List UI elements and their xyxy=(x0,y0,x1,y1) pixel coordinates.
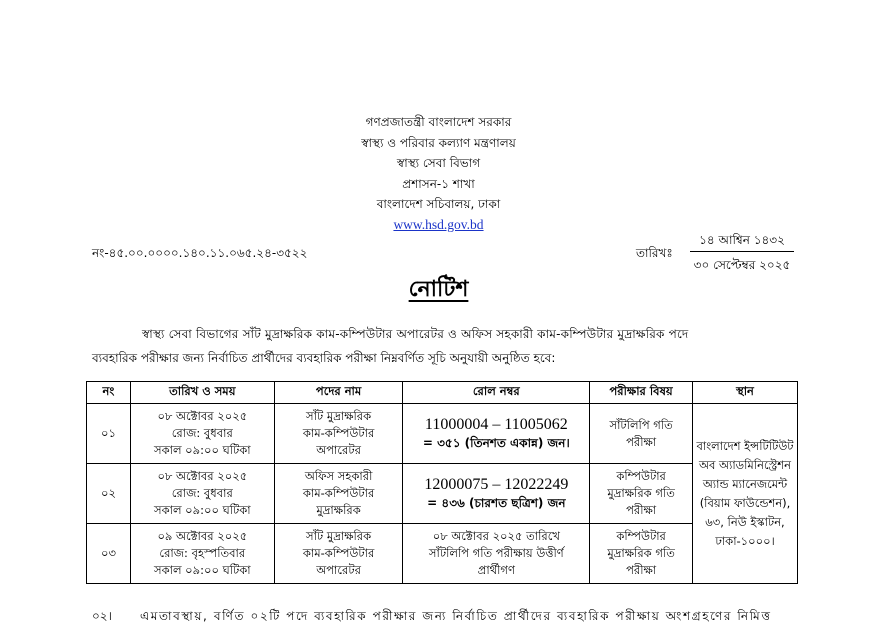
letterhead xyxy=(0,112,877,235)
roll-cell xyxy=(403,404,590,464)
post-cell xyxy=(274,404,403,464)
exam-day: রোজ: বুধবার xyxy=(171,426,233,440)
roll-range: 11000004 – 11005062 xyxy=(424,416,568,433)
venue-cell xyxy=(693,404,798,584)
exam-date: ০৯ অক্টোবর ২০২৫ xyxy=(157,529,248,543)
intro-paragraph xyxy=(92,322,800,370)
paragraph-text: এমতাবস্থায়, বর্ণিত ০২টি পদে ব্যবহারিক পরীক্ষার জন্য নির্বাচিত প্রার্থীদের ব্যবহারিক পরীক্ষায় অংশগ্রহণের নিমিত্ত xyxy=(140,609,772,623)
office-address: বাংলাদেশ সচিবালয়, ঢাকা xyxy=(376,197,501,211)
roll-note-line: ০৮ অক্টোবর ২০২৫ তারিখে xyxy=(432,529,560,543)
venue-line: (বিয়াম ফাউন্ডেশন), xyxy=(699,495,791,510)
col-header-post: পদের নাম xyxy=(274,382,403,404)
subject-cell xyxy=(590,524,693,584)
venue-line: অব অ্যাডমিনিস্ট্রেশন xyxy=(699,457,791,472)
exam-date: ০৮ অক্টোবর ২০২৫ xyxy=(157,409,248,423)
venue-line: ঢাকা-১০০০। xyxy=(715,533,775,548)
roll-note-line: প্রার্থীগণ xyxy=(477,563,515,577)
paragraph-number: ০২। xyxy=(92,609,112,623)
memo-number: নং-৪৫.০০.০০০০.১৪০.১১.০৬৫.২৪-৩৫২২ xyxy=(92,246,308,260)
date-block xyxy=(690,232,794,273)
intro-line-1: স্বাস্থ্য সেবা বিভাগের সাঁট মুদ্রাক্ষরিক কাম-কম্পিউটার অপারেটর ও অফিস সহকারী কাম-কম্পিউটার মুদ্রাক্ষরিক পদে xyxy=(142,327,689,341)
col-header-date-time: তারিখ ও সময় xyxy=(130,382,274,404)
ministry-name: স্বাস্থ্য ও পরিবার কল্যাণ মন্ত্রণালয় xyxy=(361,135,516,150)
roll-cell xyxy=(403,464,590,524)
exam-time: সকাল ০৯:০০ ঘটিকা xyxy=(153,563,251,577)
exam-day: রোজ: বুধবার xyxy=(171,486,233,500)
subject-line: মুদ্রাক্ষরিক গতি xyxy=(607,546,675,560)
notice-title: নোটিশ xyxy=(408,277,469,302)
post-line: সাঁট মুদ্রাক্ষরিক xyxy=(305,409,372,423)
venue-line: অ্যান্ড ম্যানেজমেন্ট xyxy=(702,476,788,491)
row-number: ০৩ xyxy=(87,524,131,584)
subject-line: কম্পিউটার xyxy=(616,469,666,483)
exam-schedule-table xyxy=(86,381,798,584)
notice-title-wrap xyxy=(0,272,877,309)
subject-line: কম্পিউটার xyxy=(616,529,666,543)
venue-line: ৬৩, নিউ ইস্কাটন, xyxy=(705,514,785,529)
roll-count: = ৩৫১ (তিনশত একান্ন) জন। xyxy=(422,436,570,450)
branch-name: প্রশাসন-১ শাখা xyxy=(402,176,475,191)
govt-name: গণপ্রজাতন্ত্রী বাংলাদেশ সরকার xyxy=(365,115,512,129)
website-link[interactable]: www.hsd.gov.bd xyxy=(393,216,484,232)
post-line: অপারেটর xyxy=(316,563,361,577)
roll-note-line: সাঁটলিপি গতি পরীক্ষায় উত্তীর্ণ xyxy=(428,546,564,560)
footer-paragraph xyxy=(92,608,800,628)
date-english: ৩০ সেপ্টেম্বর ২০২৫ xyxy=(693,258,791,272)
post-cell xyxy=(274,464,403,524)
subject-line: পরীক্ষা xyxy=(626,434,657,449)
division-name: স্বাস্থ্য সেবা বিভাগ xyxy=(396,156,481,170)
col-header-venue: স্থান xyxy=(693,382,798,404)
exam-date: ০৮ অক্টোবর ২০২৫ xyxy=(157,469,248,483)
table-row xyxy=(87,524,798,584)
intro-line-2: ব্যবহারিক পরীক্ষার জন্য নির্বাচিত প্রার্থীদের ব্যবহারিক পরীক্ষা নিম্নবর্ণিত সূচি অনুযায়ী অনুষ্ঠিত হবে: xyxy=(92,351,556,365)
post-line: কাম-কম্পিউটার xyxy=(302,426,375,440)
venue-line: বাংলাদেশ ইন্সটিটিউট xyxy=(696,438,794,453)
subject-line: সাঁটলিপি গতি xyxy=(609,417,673,432)
post-cell xyxy=(274,524,403,584)
col-header-no: নং xyxy=(87,382,131,404)
exam-time: সকাল ০৯:০০ ঘটিকা xyxy=(153,503,251,517)
post-line: মুদ্রাক্ষরিক xyxy=(316,503,361,517)
date-bangla: ১৪ আশ্বিন ১৪৩২ xyxy=(690,232,794,252)
post-line: অফিস সহকারী xyxy=(304,469,373,483)
row-number: ০১ xyxy=(87,404,131,464)
row-number: ০২ xyxy=(87,464,131,524)
col-header-roll: রোল নম্বর xyxy=(403,382,590,404)
subject-line: পরীক্ষা xyxy=(626,503,657,517)
subject-line: পরীক্ষা xyxy=(626,563,657,577)
col-header-subject: পরীক্ষার বিষয় xyxy=(590,382,693,404)
post-line: সাঁট মুদ্রাক্ষরিক xyxy=(305,529,372,543)
table-row xyxy=(87,464,798,524)
subject-cell xyxy=(590,404,693,464)
exam-time: সকাল ০৯:০০ ঘটিকা xyxy=(153,443,251,457)
table-header-row xyxy=(87,382,798,404)
post-line: কাম-কম্পিউটার xyxy=(302,546,375,560)
date-label: তারিখঃ xyxy=(636,246,673,260)
date-time-cell xyxy=(130,524,274,584)
date-time-cell xyxy=(130,404,274,464)
roll-range: 12000075 – 12022249 xyxy=(424,476,569,493)
roll-cell xyxy=(403,524,590,584)
roll-count: = ৪৩৬ (চারশত ছত্রিশ) জন xyxy=(427,496,566,510)
table-row xyxy=(87,404,798,464)
date-time-cell xyxy=(130,464,274,524)
post-line: অপারেটর xyxy=(316,443,361,457)
subject-line: মুদ্রাক্ষরিক গতি xyxy=(607,486,675,500)
subject-cell xyxy=(590,464,693,524)
post-line: কাম-কম্পিউটার xyxy=(302,486,375,500)
exam-day: রোজ: বৃহস্পতিবার xyxy=(159,546,246,560)
